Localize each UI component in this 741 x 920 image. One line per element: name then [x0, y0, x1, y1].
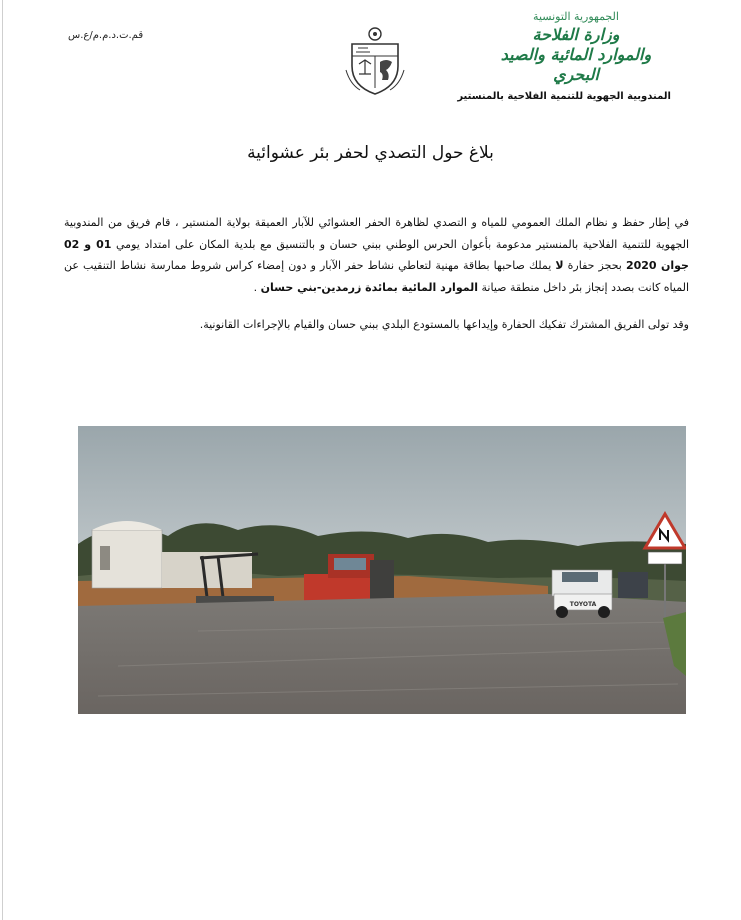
- republic-label: الجمهورية التونسية: [533, 10, 619, 23]
- paragraph-1-dates: 01 و 02 جوان 2020: [64, 237, 689, 272]
- paragraph-1-start: في إطار حفظ و نظام الملك العمومي للمياه و التصدي لظاهرة الحفر العشوائي للآبار العميقة بولاية المنستير ، قام فريق من المندوبية الجهوية للتنمية الفلاحية بالمنستير مدعومة بأعوان الحرس الوطني ببني حسان و بالتنسيق مع بلدية المكان على امتداد يومي: [64, 216, 690, 251]
- commissariat-name: المندوبية الجهوية للتنمية الفلاحية بالمنستير: [457, 91, 671, 102]
- pickup-plate-text: TOYOTA: [569, 601, 597, 608]
- tunisia-emblem-icon: [344, 26, 406, 96]
- paragraph-1-not: لا: [555, 259, 564, 272]
- paragraph-1-zone: الموارد المائية بمائدة زرمدين-بني حسان: [260, 280, 479, 294]
- site-photo: [78, 426, 686, 714]
- document-title: بلاغ حول التصدي لحفر بئر عشوائية: [247, 143, 494, 163]
- ministry-name-line1: وزارة الفلاحة: [532, 25, 620, 44]
- reference-number: قم.ت.د.م.م/ع.س: [68, 30, 144, 41]
- paragraph-2: وقد تولى الفريق المشترك تفكيك الحفارة وإيداعها بالمستودع البلدي ببني حسان والقيام بالإجراءات القانونية.: [199, 318, 689, 331]
- paragraph-1-mid: بحجز حفارة: [563, 259, 626, 272]
- paragraph-1: [64, 212, 689, 298]
- ministry-name-line2: والموارد المائية والصيد البحري: [500, 45, 652, 84]
- document-body: [64, 212, 689, 336]
- page-edge: [2, 0, 3, 920]
- paragraph-1-end: .: [253, 280, 261, 294]
- paragraph-1-rest: يملك صاحبها بطاقة مهنية لتعاطي نشاط حفر الآبار و دون إمضاء كراس شروط ممارسة نشاط التنقيب عن المياه كانت بصدد إنجاز بئر داخل منطقة صيانة: [64, 259, 689, 294]
- ministry-header: [457, 10, 671, 102]
